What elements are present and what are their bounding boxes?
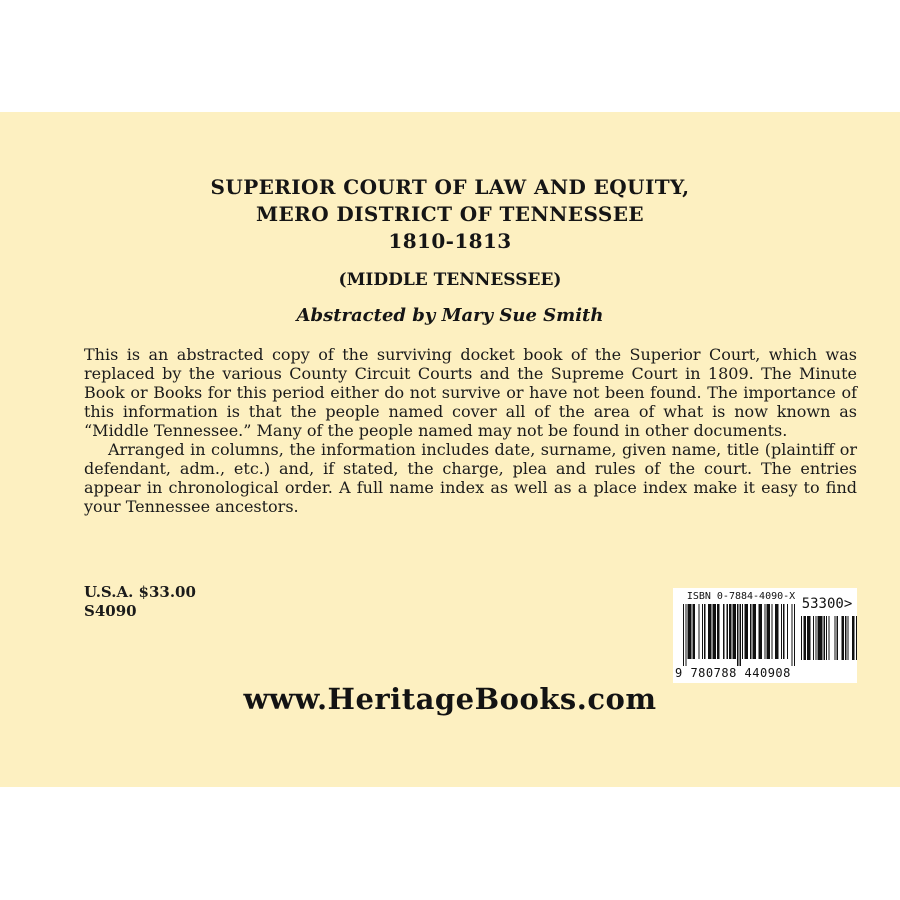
title-line-2: MERO DISTRICT OF TENNESSEE <box>255 202 644 226</box>
description-text <box>84 345 857 516</box>
ean13-barcode <box>683 604 795 666</box>
title-line-3: 1810-1813 <box>388 229 512 253</box>
ean5-supplement-barcode <box>801 616 857 660</box>
ean13-digits: 9 780788 440908 <box>675 666 791 680</box>
cover-background <box>0 112 900 787</box>
barcode-panel <box>673 588 857 683</box>
region-label: (MIDDLE TENNESSEE) <box>338 270 562 290</box>
price-block <box>84 583 196 621</box>
isbn-label: ISBN 0-7884-4090-X <box>686 591 796 602</box>
catalog-number-label: S4090 <box>84 602 137 620</box>
description-paragraph-2: Arranged in columns, the information includes date, surname, given name, title (plaintiff or defendant, adm., etc.) and, if stated, the charge, plea and rules of the court. The entries appear in chronological order. A full name index as well as a place index make it easy to find your Tennessee ancestors. <box>84 440 857 516</box>
byline: Abstracted by Mary Sue Smith <box>296 305 604 326</box>
book-title <box>0 174 900 255</box>
barcode-supplement-label: 53300> <box>801 596 853 612</box>
title-line-1: SUPERIOR COURT OF LAW AND EQUITY, <box>210 175 690 199</box>
price-label: U.S.A. $33.00 <box>84 583 196 601</box>
description-paragraph-1: This is an abstracted copy of the surviving docket book of the Superior Court, which was replaced by the various County Circuit Courts and the Supreme Court in 1809. The Minute Book or Books for this period either do not survive or have not been found. The importance of this information is that the people named cover all of the area of what is now known as “Middle Tennessee.” Many of the people named may not be found in other documents. <box>84 345 857 440</box>
website-url: www.HeritageBooks.com <box>243 682 657 716</box>
